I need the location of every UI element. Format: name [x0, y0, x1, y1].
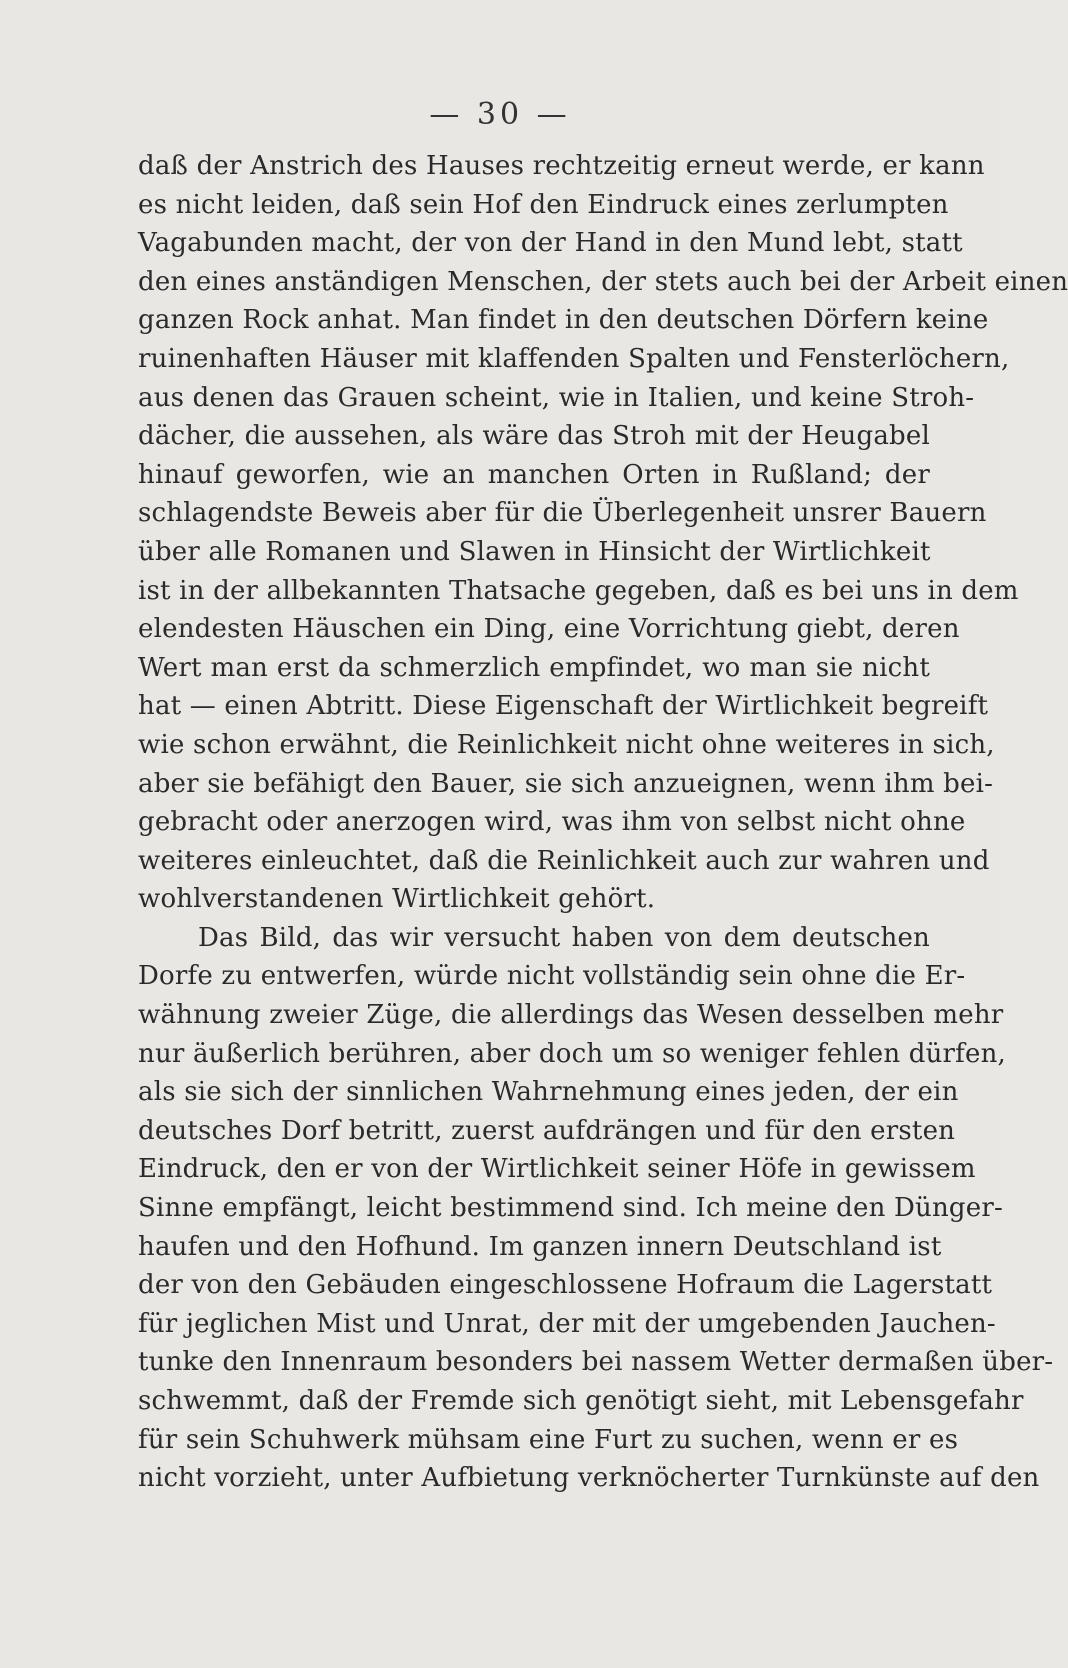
text-line: für jeglichen Mist und Unrat, der mit der umgebenden Jauchen-: [138, 1308, 996, 1339]
text-line: über alle Romanen und Slawen in Hinsicht der Wirtlichkeit: [138, 536, 931, 567]
text-line: schlagendste Beweis aber für die Überlegenheit unsrer Bauern: [138, 498, 987, 529]
text-line: der von den Gebäuden eingeschlossene Hofraum die Lagerstatt: [138, 1270, 993, 1301]
body-text: [138, 147, 1068, 1498]
text-line: wähnung zweier Züge, die allerdings das Wesen desselben mehr: [138, 1000, 1004, 1031]
text-line: für sein Schuhwerk mühsam eine Furt zu suchen, wenn er es: [138, 1424, 959, 1455]
text-line: ist in der allbekannten Thatsache gegeben, daß es bei uns in dem: [138, 575, 1019, 606]
text-line: weiteres einleuchtet, daß die Reinlichkeit auch zur wahren und: [138, 845, 990, 876]
text-line: Wert man erst da schmerzlich empfindet, wo man sie nicht: [138, 652, 930, 683]
text-line: Das Bild, das wir versucht haben von dem deutschen: [198, 922, 930, 953]
text-line: als sie sich der sinnlichen Wahrnehmung eines jeden, der ein: [138, 1077, 959, 1108]
text-line: deutsches Dorf betritt, zuerst aufdrängen und für den ersten: [138, 1115, 956, 1146]
text-line: nur äußerlich berühren, aber doch um so weniger fehlen dürfen,: [138, 1038, 1007, 1069]
text-line: dächer, die aussehen, als wäre das Stroh mit der Heugabel: [138, 421, 930, 452]
text-line: ganzen Rock anhat. Man findet in den deutschen Dörfern keine: [138, 305, 989, 336]
text-line: es nicht leiden, daß sein Hof den Eindruck eines zerlumpten: [138, 189, 949, 220]
text-line: aus denen das Grauen scheint, wie in Italien, und keine Stroh-: [138, 382, 975, 413]
text-line: aber sie befähigt den Bauer, sie sich anzueignen, wenn ihm bei-: [138, 768, 994, 799]
text-line: nicht vorzieht, unter Aufbietung verknöcherter Turnkünste auf den: [138, 1463, 1040, 1494]
text-line: Eindruck, den er von der Wirtlichkeit seiner Höfe in gewissem: [138, 1154, 976, 1185]
text-line: Sinne empfängt, leicht bestimmend sind. Ich meine den Dünger-: [138, 1193, 1003, 1224]
text-line: Dorfe zu entwerfen, würde nicht vollständig sein ohne die Er-: [138, 961, 966, 992]
text-line: Vagabunden macht, der von der Hand in den Mund lebt, statt: [138, 228, 963, 259]
text-line: schwemmt, daß der Fremde sich genötigt sieht, mit Lebensgefahr: [138, 1386, 1024, 1416]
text-line: den eines anständigen Menschen, der stets auch bei der Arbeit einen: [138, 266, 1068, 297]
text-line: hinauf geworfen, wie an manchen Orten in Rußland; der: [138, 459, 930, 490]
page-number: — 30 —: [429, 97, 571, 132]
text-line: ruinenhaften Häuser mit klaffenden Spalten und Fensterlöchern,: [138, 343, 1010, 374]
text-line: wie schon erwähnt, die Reinlichkeit nicht ohne weiteres in sich,: [138, 729, 995, 760]
text-line: elendesten Häuschen ein Ding, eine Vorrichtung giebt, deren: [138, 614, 960, 645]
text-line: gebracht oder anerzogen wird, was ihm von selbst nicht ohne: [138, 807, 966, 838]
text-line: wohlverstandenen Wirtlichkeit gehört.: [138, 884, 656, 915]
text-line: tunke den Innenraum besonders bei nassem Wetter dermaßen über-: [138, 1347, 1054, 1378]
text-line: haufen und den Hofhund. Im ganzen innern Deutschland ist: [138, 1231, 942, 1262]
text-line: hat — einen Abtritt. Diese Eigenschaft der Wirtlichkeit begreift: [138, 691, 989, 722]
text-line: daß der Anstrich des Hauses rechtzeitig erneut werde, er kann: [138, 151, 985, 181]
